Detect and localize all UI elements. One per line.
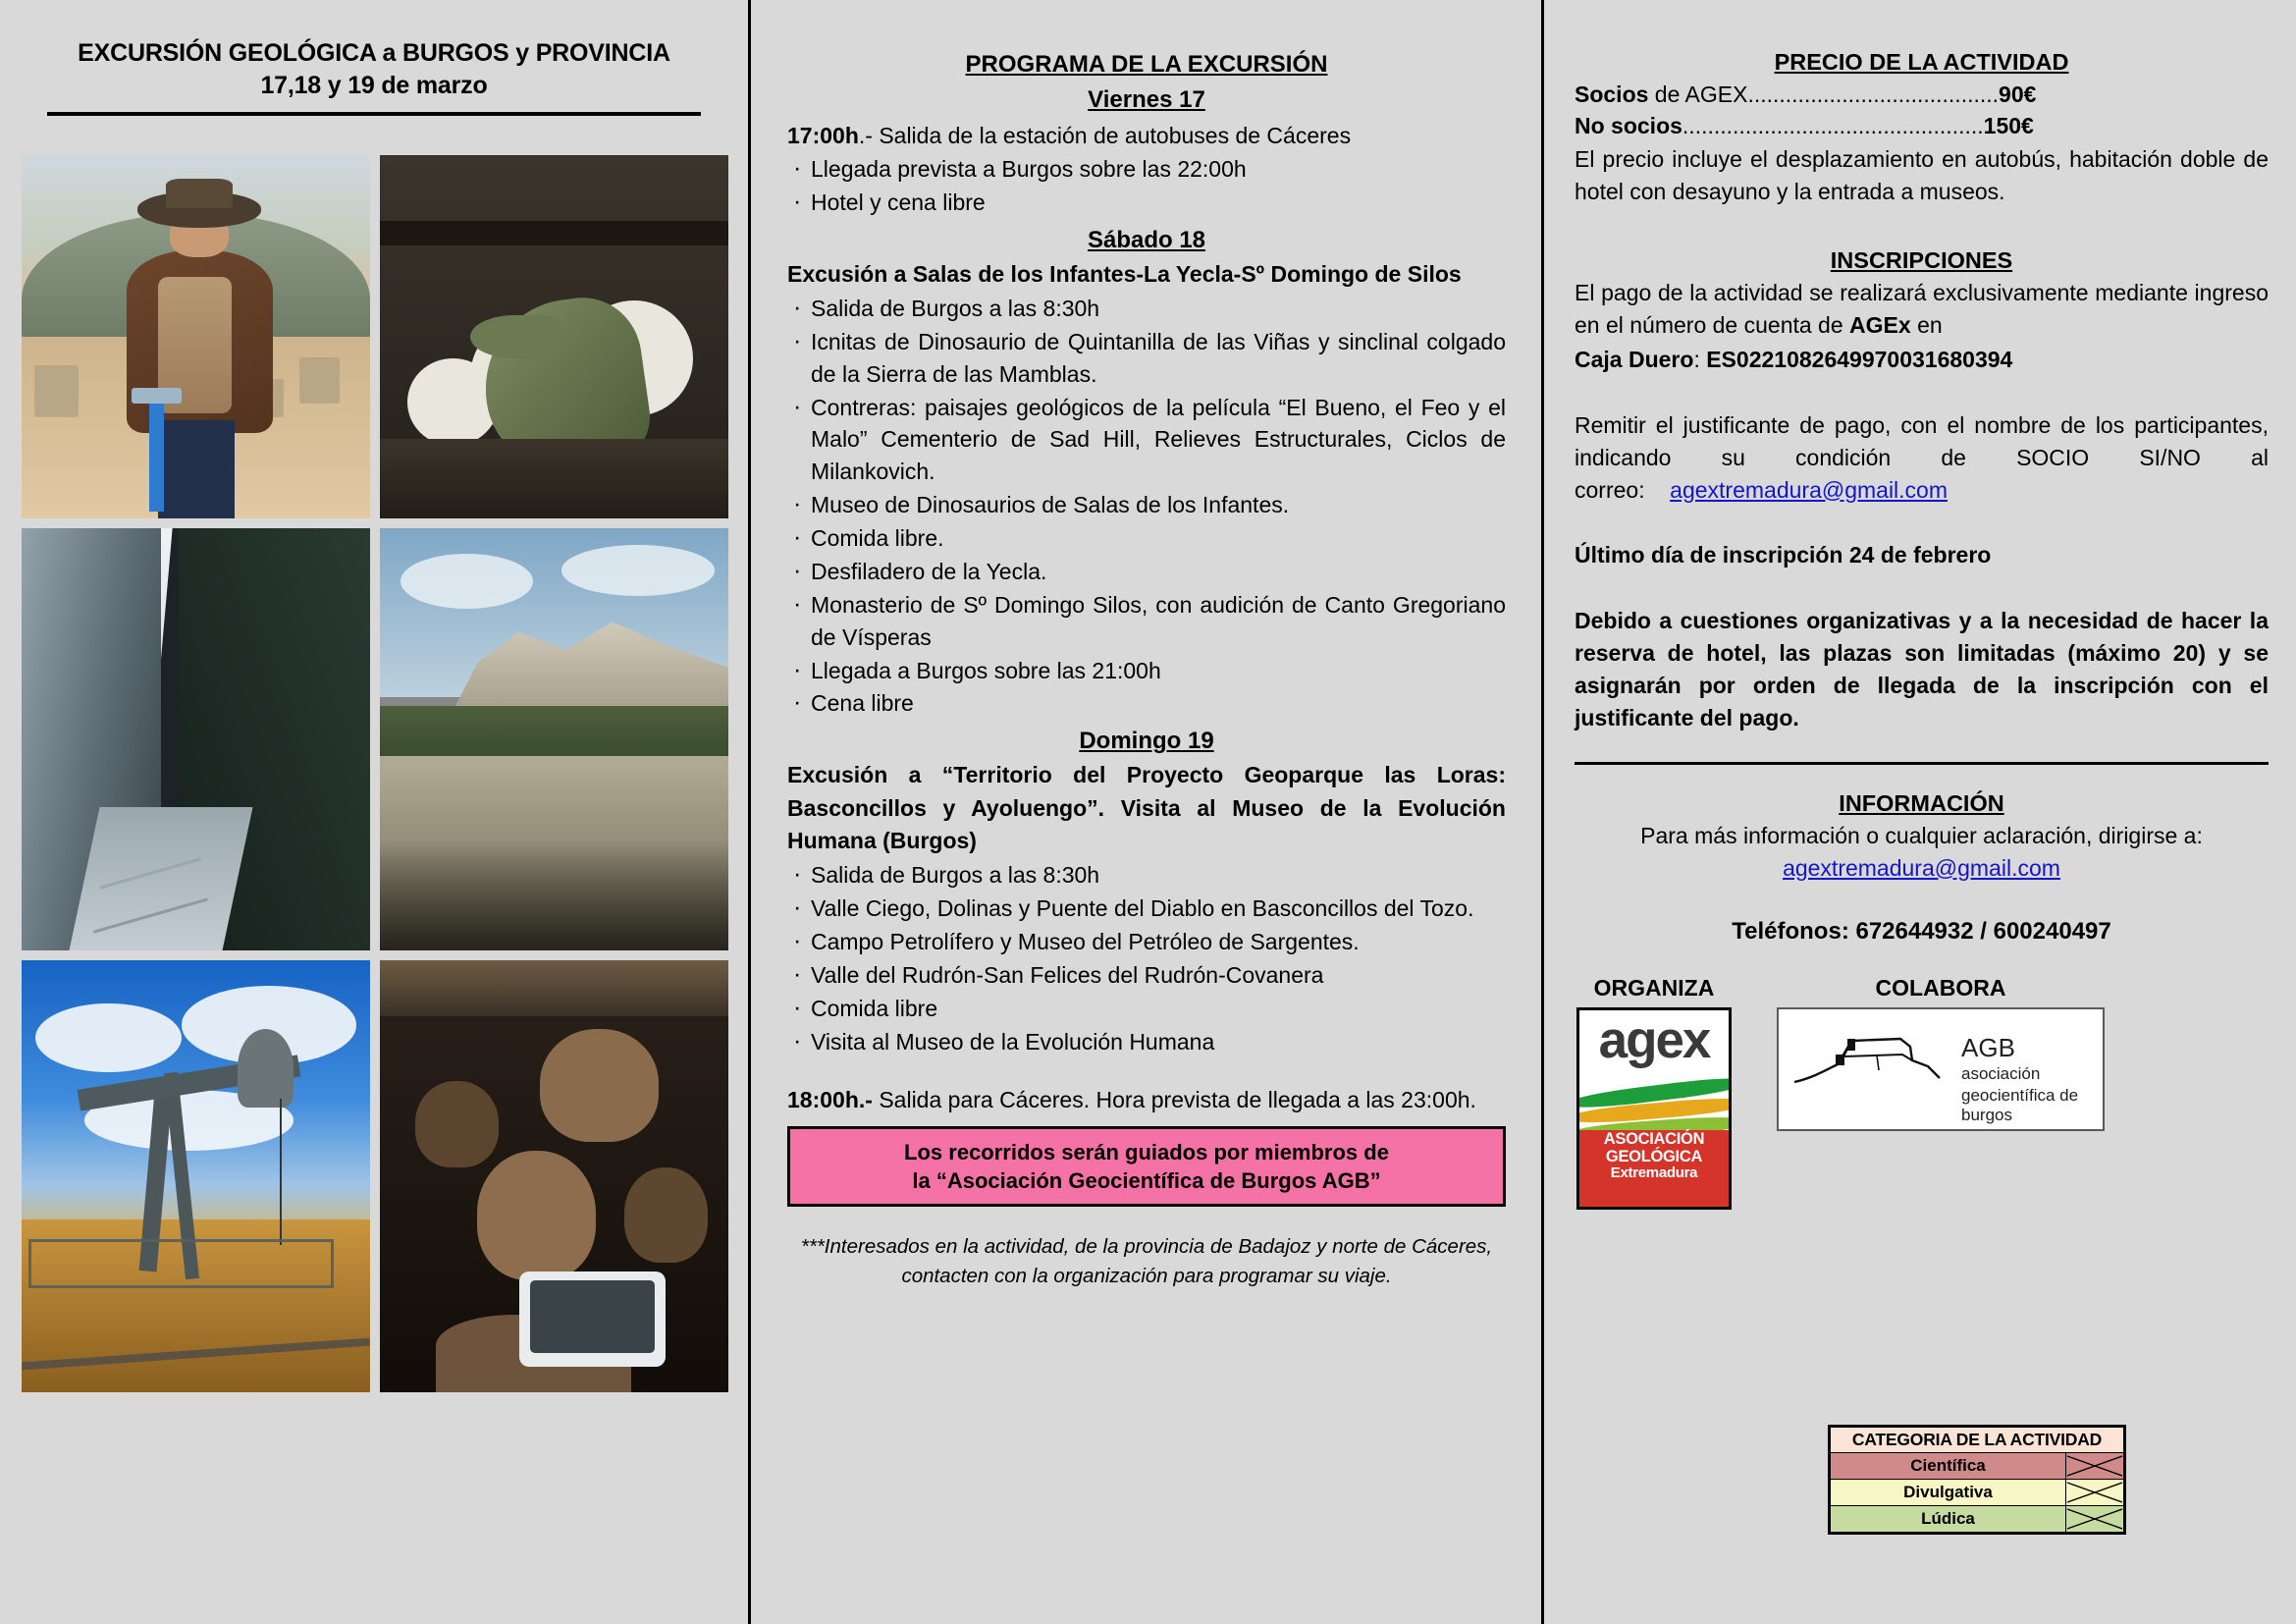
iban-value: ES0221082649970031680394: [1706, 346, 2013, 372]
registration-heading: INSCRIPCIONES: [1830, 247, 2013, 274]
shadow-overlay: [380, 840, 728, 950]
photo-yecla-gorge: [22, 528, 370, 950]
price-heading: PRECIO DE LA ACTIVIDAD: [1774, 49, 2069, 75]
title-line-1: EXCURSIÓN GEOLÓGICA a BURGOS y PROVINCIA: [78, 39, 670, 67]
colabora-label: COLABORA: [1875, 974, 2006, 1001]
saturday-items: [787, 293, 1506, 720]
x-mark-icon: [2066, 1508, 2123, 1530]
category-divulgativa-mark: [2066, 1480, 2125, 1506]
sunday-heading: Domingo 19: [1079, 728, 1214, 755]
payment-text-c: en: [1910, 312, 1943, 338]
list-item: · Monasterio de Sº Domingo Silos, con audición de Canto Gregoriano de Vísperas: [787, 589, 1506, 654]
footnote: ***Interesados en la actividad, de la provincia de Badajoz y norte de Cáceres, contacten con la organización para programar su viaje.: [800, 1235, 1493, 1287]
table-row: [1830, 1480, 2125, 1506]
list-item: · Valle del Rudrón-San Felices del Rudrón-Covanera: [787, 959, 1506, 992]
bank-line: [1575, 344, 2269, 376]
table-row: [1830, 1427, 2125, 1453]
list-item: · Campo Petrolífero y Museo del Petróleo de Sargentes.: [787, 926, 1506, 958]
mesa-outline-icon: [1792, 1031, 1949, 1090]
agex-logo: [1576, 1007, 1732, 1210]
agex-line-3: Extremadura: [1610, 1164, 1698, 1182]
friday-items: [787, 153, 1506, 219]
bank-separator: :: [1693, 346, 1707, 372]
proof-text: Remitir el justificante de pago, con el nombre de los participantes, indicando su condición de SOCIO SI/NO al correo:: [1575, 411, 2269, 503]
closing-line: [787, 1084, 1506, 1116]
list-item: · Visita al Museo de la Evolución Humana: [787, 1026, 1506, 1058]
logos-row: [1576, 975, 2269, 1210]
saturday-heading: Sábado 18: [1087, 226, 1206, 253]
page-title: [0, 0, 748, 102]
agb-line-1: asociación: [1961, 1063, 2041, 1083]
list-item: · Desfiladero de la Yecla.: [787, 556, 1506, 588]
egg-shape: [407, 358, 498, 446]
colabora-block: [1777, 975, 2105, 1131]
closing-time: 18:00h.-: [787, 1086, 873, 1112]
price-row-nonmembers-value: 150€: [1983, 113, 2034, 139]
shelf-shape: [380, 221, 728, 246]
agex-wordmark: agex: [1598, 1010, 1710, 1069]
banner-shape: [380, 960, 728, 1016]
list-item: · Icnitas de Dinosaurio de Quintanilla de las Viñas y sinclinal colgado de la Sierra de las Mamblas.: [787, 326, 1506, 391]
price-row-nonmembers: [1575, 110, 2269, 141]
information-email-link[interactable]: agextremadura@gmail.com: [1783, 854, 2060, 881]
guides-note-box: [787, 1126, 1506, 1208]
friday-heading: Viernes 17: [1088, 86, 1205, 113]
photo-dinosaur-egg: [380, 155, 728, 518]
hominid-figure: [415, 1081, 499, 1167]
agex-line-2: GEOLÓGICA: [1605, 1147, 1703, 1165]
photo-hominids-selfie: [380, 960, 728, 1392]
category-cientifica-mark: [2066, 1453, 2125, 1480]
registration-email-link[interactable]: agextremadura@gmail.com: [1670, 476, 1949, 503]
list-item: · Salida de Burgos a las 8:30h: [787, 859, 1506, 892]
payment-text-a: El pago de la actividad se realizará exclusivamente mediante ingreso en el número de cuenta de: [1575, 280, 2269, 338]
cloud-shape: [561, 545, 715, 596]
friday-lead-time: 17:00h: [787, 123, 859, 148]
price-includes-text: El precio incluye el desplazamiento en autobús, habitación doble de hotel con desayuno y la entrada a museos.: [1575, 146, 2269, 205]
table-row: [1830, 1453, 2125, 1480]
pumpjack-cable: [280, 1099, 282, 1246]
hatchling-head: [470, 315, 561, 358]
left-column: [0, 0, 748, 1624]
list-item: · Cena libre: [787, 687, 1506, 720]
activity-category-table: [1828, 1425, 2126, 1535]
information-line: Para más información o cualquier aclaración, dirigirse a:: [1640, 822, 2203, 848]
table-row: [1830, 1506, 2125, 1534]
title-line-2: 17,18 y 19 de marzo: [260, 72, 488, 99]
photo-oil-pumpjack: [22, 960, 370, 1392]
legs-shape: [158, 420, 235, 518]
friday-lead: [787, 120, 1506, 152]
photo-grid: [22, 155, 728, 1392]
phones-line: Teléfonos: 672644932 / 600240497: [1732, 917, 2111, 945]
gunslinger-figure: [127, 191, 273, 518]
hammer-head: [132, 388, 182, 405]
category-cientifica-label: Científica: [1830, 1453, 2066, 1480]
list-item: · Comida libre: [787, 993, 1506, 1025]
price-row-members-dots: ........................................: [1747, 81, 2000, 107]
grave-marker: [35, 366, 78, 417]
category-ludica-label: Lúdica: [1830, 1506, 2066, 1534]
floor-shape: [380, 439, 728, 518]
x-mark-icon: [2066, 1455, 2123, 1477]
cloud-shape: [400, 554, 533, 609]
photo-limestone-crag: [380, 528, 728, 950]
guides-note-line-2: la “Asociación Geocientífica de Burgos AGB”: [912, 1167, 1381, 1193]
friday-lead-rest: .- Salida de la estación de autobuses de Cáceres: [858, 123, 1352, 148]
pumpjack-head: [238, 1029, 294, 1107]
column-divider-2: [1541, 0, 1544, 1624]
geology-hammer: [149, 394, 164, 512]
organiza-label: ORGANIZA: [1593, 974, 1715, 1001]
list-item: · Hotel y cena libre: [787, 187, 1506, 219]
phone-screen: [530, 1280, 656, 1354]
price-row-nonmembers-dots: ................................................: [1682, 113, 1984, 139]
registration-payment-text: [1575, 277, 2269, 342]
registration-limits: Debido a cuestiones organizativas y a la necesidad de hacer la reserva de hotel, las plazas son limitadas (máximo 20) y se asignarán por orden de llegada de la inscripción con el justificante del pago.: [1575, 608, 2269, 731]
agb-logo: [1777, 1007, 2105, 1131]
list-item: · Contreras: paisajes geológicos de la película “El Bueno, el Feo y el Malo” Cementerio de Sad Hill, Relieves Estructurales, Ciclos de Milankovich.: [787, 392, 1506, 489]
program-heading: PROGRAMA DE LA EXCURSIÓN: [965, 51, 1328, 78]
list-item: · Comida libre.: [787, 522, 1506, 555]
x-mark-icon: [2066, 1482, 2123, 1503]
agex-mention: AGEx: [1849, 312, 1911, 338]
section-divider: [1575, 762, 2269, 765]
list-item: · Valle Ciego, Dolinas y Puente del Diablo en Basconcillos del Tozo.: [787, 893, 1506, 925]
registration-proof-text: [1575, 409, 2269, 507]
grave-marker: [300, 358, 339, 402]
information-heading: INFORMACIÓN: [1839, 789, 2004, 816]
organiza-block: [1576, 975, 1732, 1210]
category-ludica-mark: [2066, 1506, 2125, 1534]
closing-rest: Salida para Cáceres. Hora prevista de llegada a las 23:00h.: [872, 1086, 1476, 1112]
program-column: [754, 0, 1539, 1624]
list-item: · Llegada a Burgos sobre las 21:00h: [787, 655, 1506, 687]
mesa-svg: [1792, 1031, 1949, 1090]
list-item: · Salida de Burgos a las 8:30h: [787, 293, 1506, 325]
price-row-nonmembers-label: No socios: [1575, 113, 1682, 139]
agb-line-2: geocientífica de burgos: [1961, 1085, 2079, 1124]
sunday-items: [787, 859, 1506, 1057]
sunday-subhead: Excusión a “Territorio del Proyecto Geoparque las Loras: Basconcillos y Ayoluengo”. Visita al Museo de la Evolución Humana (Burgos): [787, 762, 1506, 854]
cloud-shape: [35, 1003, 182, 1072]
info-column: [1547, 0, 2296, 1624]
saturday-subhead: Excusión a Salas de los Infantes-La Yecla-Sº Domingo de Silos: [787, 260, 1462, 287]
price-row-members-rest: de AGEX: [1648, 81, 1748, 107]
information-email-wrap: [1575, 852, 2269, 885]
guides-note-line-1: Los recorridos serán guiados por miembros de: [904, 1139, 1389, 1164]
column-divider-1: [748, 0, 751, 1624]
hominid-figure: [624, 1167, 708, 1263]
registration-deadline: Último día de inscripción 24 de febrero: [1575, 542, 1992, 568]
agb-title: AGB: [1961, 1032, 2015, 1062]
agex-red-block: [1579, 1130, 1729, 1207]
photo-western-sad-hill: [22, 155, 370, 518]
price-row-members-label: Socios: [1575, 81, 1649, 107]
category-table-header: CATEGORIA DE LA ACTIVIDAD: [1830, 1427, 2125, 1453]
fence-shape: [28, 1239, 334, 1288]
category-divulgativa-label: Divulgativa: [1830, 1480, 2066, 1506]
hominid-figure: [540, 1029, 659, 1141]
bank-label: Caja Duero: [1575, 346, 1694, 372]
hat-crown: [166, 179, 234, 208]
list-item: · Museo de Dinosaurios de Salas de los Infantes.: [787, 489, 1506, 521]
agex-line-1: ASOCIACIÓN: [1603, 1129, 1705, 1148]
price-row-members-value: 90€: [1999, 81, 2037, 107]
price-row-members: [1575, 79, 2269, 110]
title-divider: [47, 112, 701, 116]
list-item: · Llegada prevista a Burgos sobre las 22:00h: [787, 153, 1506, 186]
hominid-figure: [477, 1151, 596, 1280]
